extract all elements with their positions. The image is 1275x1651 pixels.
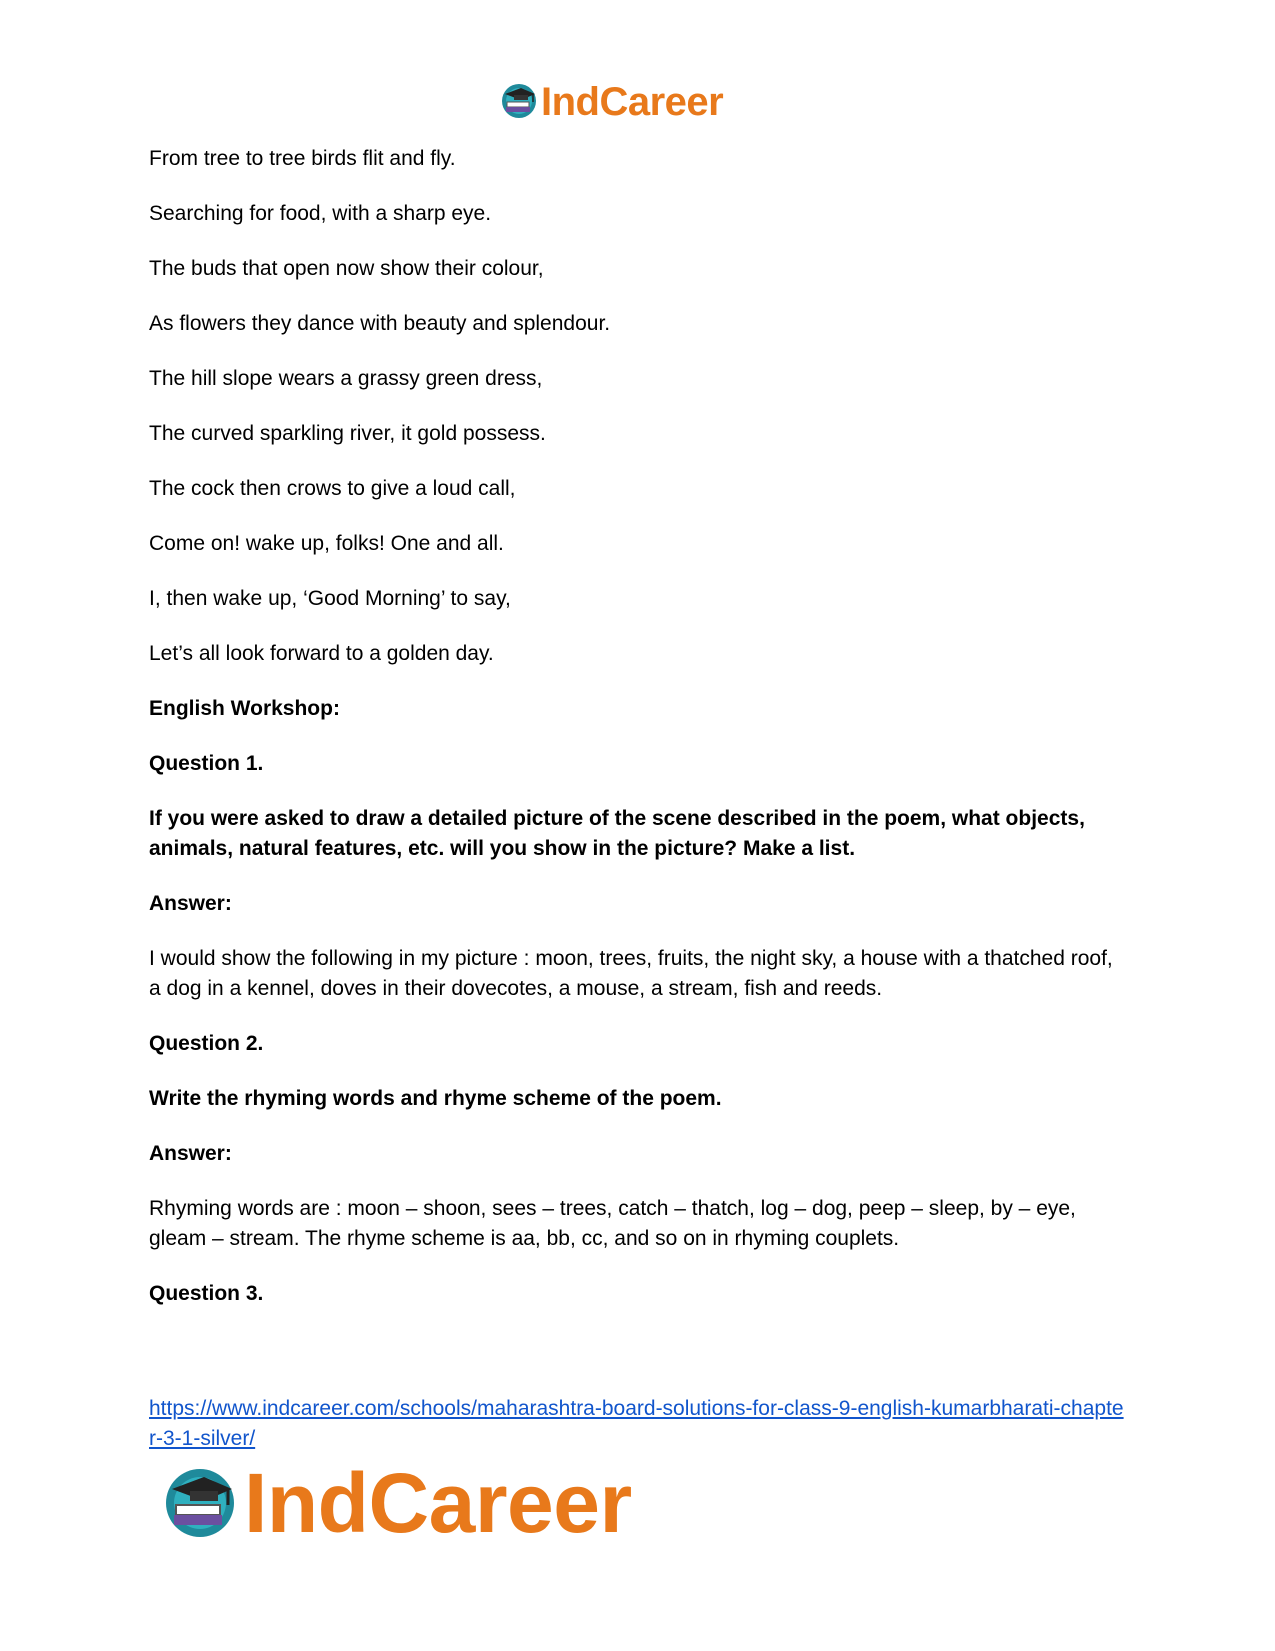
poem-line: The buds that open now show their colour, (149, 257, 544, 280)
poem-line: The hill slope wears a grassy green dress, (149, 367, 543, 390)
poem-line: Come on! wake up, folks! One and all. (149, 532, 504, 555)
question-label: Question 1. (149, 752, 264, 775)
document-body (149, 144, 1129, 1334)
answer-text: I would show the following in my picture : moon, trees, fruits, the night sky, a house with a thatched roof, a dog in a kennel, doves in their dovecotes, a mouse, a stream, fish and reeds. (149, 947, 1113, 1000)
poem-line: From tree to tree birds flit and fly. (149, 147, 456, 170)
answer-text: Rhyming words are : moon – shoon, sees – trees, catch – thatch, log – dog, peep – sleep, by – eye, gleam – stream. The rhyme scheme is aa, bb, cc, and so on in rhyming couplets. (149, 1197, 1076, 1250)
section-heading: English Workshop: (149, 697, 340, 720)
graduation-cap-globe-icon (160, 1461, 240, 1546)
graduation-cap-globe-icon (499, 80, 539, 125)
brand-name: IndCareer (541, 80, 724, 124)
header-logo (499, 78, 723, 126)
poem-line: I, then wake up, ‘Good Morning’ to say, (149, 587, 511, 610)
answer-label: Answer: (149, 892, 232, 915)
question-text: If you were asked to draw a detailed picture of the scene described in the poem, what objects, animals, natural features, etc. will you show in the picture? Make a list. (149, 807, 1085, 860)
poem-line: The curved sparkling river, it gold possess. (149, 422, 546, 445)
answer-label: Answer: (149, 1142, 232, 1165)
poem-line: As flowers they dance with beauty and splendour. (149, 312, 611, 335)
question-text: Write the rhyming words and rhyme scheme of the poem. (149, 1087, 722, 1110)
question-label: Question 2. (149, 1032, 264, 1055)
poem-line: The cock then crows to give a loud call, (149, 477, 516, 500)
source-link[interactable]: https://www.indcareer.com/schools/maharashtra-board-solutions-for-class-9-english-kumarbharati-chapter-3-1-silver/ (149, 1397, 1124, 1450)
poem-line: Let’s all look forward to a golden day. (149, 642, 494, 665)
brand-name: IndCareer (244, 1456, 632, 1550)
question-label: Question 3. (149, 1282, 264, 1305)
footer-logo (160, 1458, 632, 1548)
poem-line: Searching for food, with a sharp eye. (149, 202, 492, 225)
